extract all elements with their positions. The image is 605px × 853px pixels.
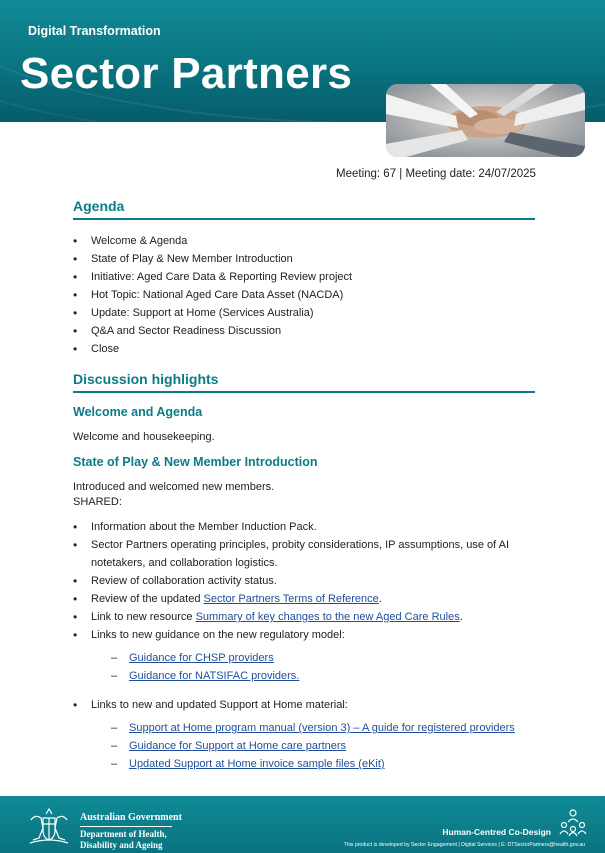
discussion-title: Discussion highlights [73,371,535,393]
list-item [111,755,535,773]
list-item [111,737,535,755]
state-of-play-heading: State of Play & New Member Introduction [73,455,318,469]
people-network-icon [558,808,588,838]
dept-name [80,829,167,851]
list-item: • Information about the Member Induction Pack. [73,518,535,536]
shared-list [73,518,535,644]
list-item: • Q&A and Sector Readiness Discussion [73,322,535,340]
resource-prefix: Link to new resource [91,611,196,623]
list-item: • Initiative: Aged Care Data & Reporting Review project [73,268,535,286]
chsp-guidance-link[interactable]: Guidance for CHSP providers [129,652,274,664]
list-item: • Links to new guidance on the new regulatory model: [73,626,535,644]
list-item: • Close [73,340,535,358]
terms-of-reference-link[interactable]: Sector Partners Terms of Reference [203,593,379,605]
sah-list [73,696,535,714]
welcome-heading: Welcome and Agenda [73,405,203,419]
list-item: • Welcome & Agenda [73,232,535,250]
list-item: • State of Play & New Member Introduction [73,250,535,268]
natsifac-guidance-link[interactable]: Guidance for NATSIFAC providers. [129,670,300,682]
gov-name: Australian Government [80,812,182,823]
list-item [73,608,535,626]
list-item: • Review of collaboration activity status. [73,572,535,590]
list-item [73,590,535,608]
page-title: Sector Partners [20,49,353,98]
welcome-text: Welcome and housekeeping. [73,431,215,443]
meeting-info: Meeting: 67 | Meeting date: 24/07/2025 [336,168,536,180]
coat-of-arms-icon [26,806,72,846]
sah-care-partners-link[interactable]: Guidance for Support at Home care partners [129,740,347,752]
resource-suffix: . [459,611,463,623]
gov-divider [80,826,172,827]
agenda-list [73,232,535,358]
list-item [111,667,535,685]
footer-note: This product is developed by Sector Engagement | Digital Services | E: DTSectorPartners@health.gov.au [343,842,585,848]
sah-links [111,719,535,773]
aged-care-rules-summary-link[interactable]: Summary of key changes to the new Aged Care Rules [195,611,460,623]
list-item [111,719,535,737]
program-label: Digital Transformation [28,24,161,38]
list-item: • Update: Support at Home (Services Australia) [73,304,535,322]
tor-suffix: . [378,593,382,605]
dept-line-1: Department of Health, [80,829,167,839]
state-of-play-intro: Introduced and welcomed new members. [73,481,275,493]
sah-program-manual-link[interactable]: Support at Home program manual (version 3) – A guide for registered providers [129,722,515,734]
list-item: • Hot Topic: National Aged Care Data Asset (NACDA) [73,286,535,304]
main-content [73,198,535,773]
hcd-label: Human-Centred Co-Design [442,827,551,837]
dept-line-2: Disability and Ageing [80,840,163,850]
tor-prefix: Review of the updated [91,593,204,605]
guidance-links [111,649,535,685]
sah-invoice-files-link[interactable]: Updated Support at Home invoice sample files (eKit) [129,758,385,770]
shared-label: SHARED: [73,496,122,508]
list-item [111,649,535,667]
list-item: • Sector Partners operating principles, probity considerations, IP assumptions, use of AI notetakers, and collaboration logistics. [73,536,535,572]
agenda-title: Agenda [73,198,535,220]
hands-together-photo [386,84,585,157]
list-item: • Links to new and updated Support at Home material: [73,696,535,714]
